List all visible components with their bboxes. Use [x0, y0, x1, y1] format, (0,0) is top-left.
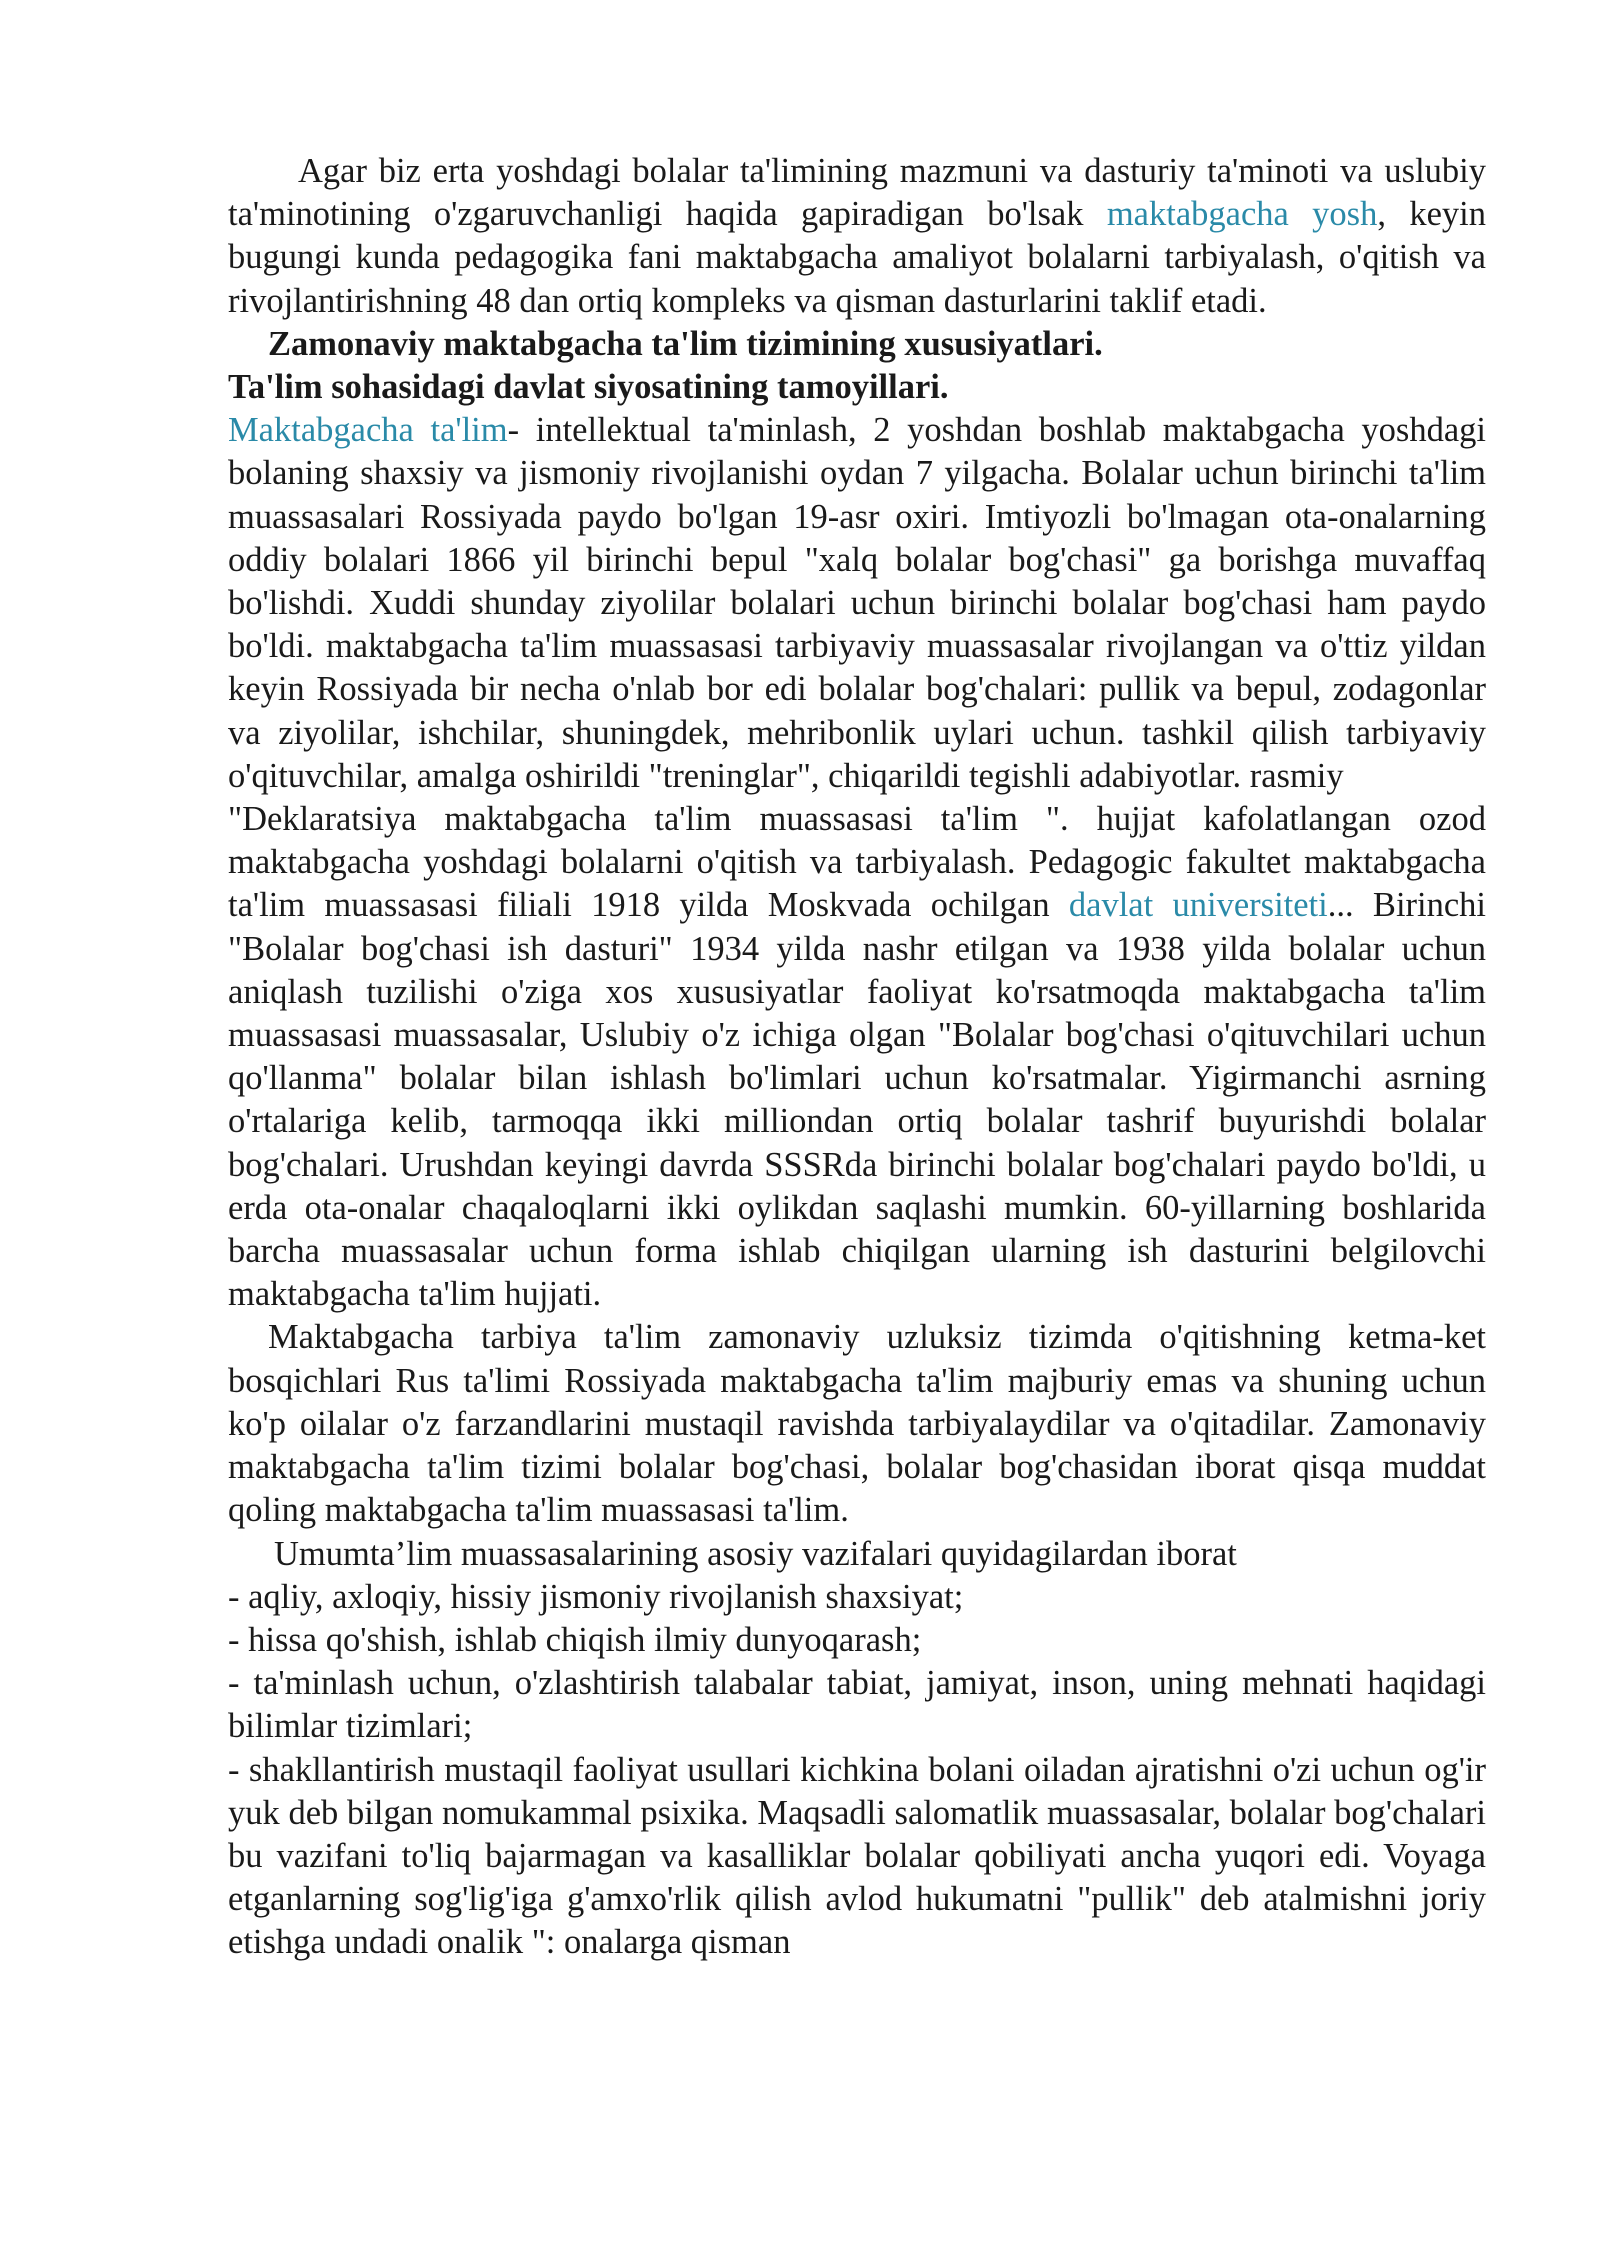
- paragraph-text: - intellektual ta'minlash, 2 yoshdan boshlab maktabgacha yoshdagi bolaning shaxsiy va jismoniy rivojlanishi oydan 7 yilgacha. Bolalar uchun birinchi ta'lim muassasalari Rossiyada paydo bo'lgan 19-asr oxiri. Imtiyozli bo'lmagan ota-onalarning oddiy bolalari 1866 yil birinchi bepul "xalq bolalar bog'chasi" ga borishga muvaffaq bo'lishdi. Xuddi shunday ziyolilar bolalari uchun birinchi bolalar bog'chasi ham paydo bo'ldi. maktabgacha ta'lim muassasasi tarbiyaviy muassasalar rivojlangan va o'ttiz yildan keyin Rossiyada bir necha o'nlab bor edi bolalar bog'chalari: pullik va bepul, zodagonlar va ziyolilar, ishchilar, shuningdek, mehribonlik uylari uchun. tashkil qilish tarbiyaviy o'qituvchilar, amalga oshirildi "treninglar", chiqarildi tegishli adabiyotlar. rasmiy: [228, 411, 1486, 795]
- paragraph-text: , keyin bugungi kunda pedagogika fani maktabgacha amaliyot bolalarni tarbiyalash, o'qitish va rivojlantirishning 48 dan ortiq kompleks va qisman dasturlarini taklif etadi.: [228, 195, 1486, 320]
- paragraph-history: [228, 409, 1486, 798]
- link-davlat-universiteti[interactable]: davlat universiteti: [1068, 886, 1328, 925]
- paragraph-text: Agar biz erta yoshdagi bolalar ta'limining mazmuni va dasturiy ta'minoti va uslubiy ta'minotining o'zgaruvchanligi haqida gapiradigan bo'lsak: [228, 152, 1486, 234]
- section-heading: Zamonaviy maktabgacha ta'lim tizimining xususiyatlari.: [268, 324, 1103, 363]
- list-item: - aqliy, axloqiy, hissiy jismoniy rivojlanish shaxsiyat;: [228, 1577, 964, 1616]
- paragraph-tasks-intro: Umumta’lim muassasalarining asosiy vazifalari quyidagilardan iborat: [274, 1534, 1237, 1573]
- paragraph-intro: [228, 150, 1486, 323]
- section-subheading: Ta'lim sohasidagi davlat siyosatining tamoyillari.: [228, 368, 949, 407]
- paragraph-text: ... Birinchi "Bolalar bog'chasi ish dasturi" 1934 yilda nashr etilgan va 1938 yilda bolalar uchun aniqlash tuzilishi o'ziga xos xususiyatlar faoliyat ko'rsatmoqda maktabgacha ta'lim muassasasi muassasalar, Uslubiy o'z ichiga olgan "Bolalar bog'chasi o'qituvchilari uchun qo'llanma" bolalar bilan ishlash bo'limlari uchun ko'rsatmalar. Yigirmanchi asrning o'rtalariga kelib, tarmoqqa ikki milliondan ortiq bolalar tashrif buyurishdi bolalar bog'chalari. Urushdan keyingi davrda SSSRda birinchi bolalar bog'chalari paydo bo'ldi, u erda ota-onalar chaqaloqlarni ikki oylikdan saqlashi mumkin. 60-yillarning boshlarida barcha muassasalar uchun forma ishlab chiqilgan ularning ish dasturini belgilovchi maktabgacha ta'lim hujjati.: [228, 886, 1486, 1314]
- link-maktabgacha-yosh[interactable]: maktabgacha yosh: [1106, 195, 1378, 234]
- list-item: - shakllantirish mustaqil faoliyat usullari kichkina bolani oiladan ajratishni o'zi uchun og'ir yuk deb bilgan nomukammal psixika. Maqsadli salomatlik muassasalar, bolalar bog'chalari bu vazifani to'liq bajarmagan va kasalliklar bolalar qobiliyati ancha yuqori edi. Voyaga etganlarning sog'lig'iga g'amxo'rlik qilish avlod hukumatni "pullik" deb atalmishni joriy etishga undadi onalik ": onalarga qisman: [228, 1750, 1486, 1962]
- paragraph-modern-system: Maktabgacha tarbiya ta'lim zamonaviy uzluksiz tizimda o'qitishning ketma-ket bosqichlari Rus ta'limi Rossiyada maktabgacha ta'lim majburiy emas va shuning uchun ko'p oilalar o'z farzandlarini mustaqil ravishda tarbiyalaydilar va o'qitadilar. Zamonaviy maktabgacha ta'lim tizimi bolalar bog'chasi, bolalar bog'chasidan iborat qisqa muddat qoling maktabgacha ta'lim muassasasi ta'lim.: [228, 1318, 1486, 1530]
- link-maktabgacha-talim[interactable]: Maktabgacha ta'lim: [228, 411, 508, 450]
- list-item: - ta'minlash uchun, o'zlashtirish talabalar tabiat, jamiyat, inson, uning mehnati haqidagi bilimlar tizimlari;: [228, 1664, 1486, 1746]
- paragraph-text: "Deklaratsiya maktabgacha ta'lim muassasasi ta'lim ". hujjat kafolatlangan ozod maktabgacha yoshdagi bolalarni o'qitish va tarbiyalash. Pedagogic fakultet maktabgacha ta'lim muassasasi filiali 1918 yilda Moskvada ochilgan: [228, 800, 1486, 925]
- paragraph-declaration: [228, 798, 1486, 1316]
- list-item: - hissa qo'shish, ishlab chiqish ilmiy dunyoqarash;: [228, 1620, 922, 1659]
- document-page: [228, 150, 1486, 1965]
